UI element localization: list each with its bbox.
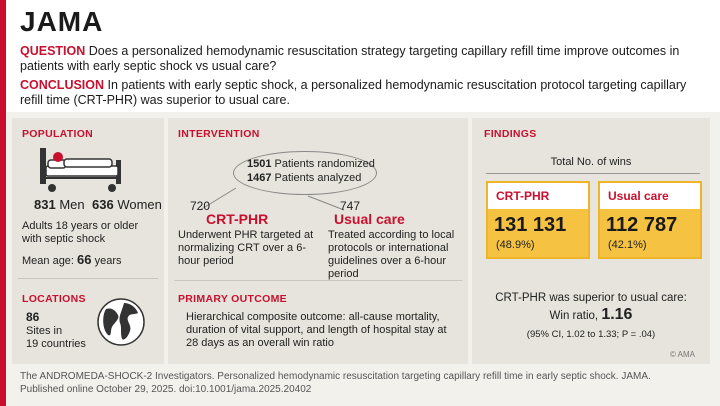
population-divider: [18, 278, 158, 279]
published-text: Published online October 29, 2025. doi:10.1001/jama.2025.20402: [20, 384, 312, 395]
population-desc: Adults 18 years or older with septic shock: [22, 220, 139, 245]
crt-phr-box-label: CRT-PHR: [496, 189, 550, 203]
conclusion-text: In patients with early septic shock, a personalized hemodynamic resuscitation protocol targeting capillary refill time (CRT-PHR) was superior to usual care.: [20, 78, 687, 107]
usual-care-wins-pct: (42.1%): [608, 239, 647, 251]
question-lead: QUESTION: [20, 44, 86, 58]
locations-title: LOCATIONS: [22, 293, 86, 305]
question-block: [20, 44, 700, 74]
crt-phr-wins-box: [486, 181, 590, 259]
arm2-desc: Treated according to local protocols or international guidelines over a 6-hour period: [328, 229, 455, 280]
randomized-label: Patients randomized: [274, 158, 375, 170]
accent-bar: [0, 0, 6, 406]
findings-subtitle: Total No. of wins: [550, 156, 632, 168]
women-number: 636: [92, 197, 114, 212]
sites-count: 86: [26, 310, 40, 324]
age-label: Mean age:: [22, 255, 74, 267]
usual-care-wins-value: 112 787: [606, 214, 678, 236]
mean-age: [22, 253, 121, 268]
age-unit: years: [94, 255, 122, 267]
countries: 19 countries: [26, 338, 86, 350]
citation-footer: [20, 370, 710, 396]
arm2-name: Usual care: [334, 211, 405, 227]
globe-icon: [96, 297, 146, 352]
age-value: 66: [77, 252, 92, 267]
findings-summary: CRT-PHR was superior to usual care:: [495, 292, 687, 304]
intervention-title: INTERVENTION: [178, 128, 260, 140]
conclusion-block: [20, 78, 710, 108]
findings-subtitle-rule: [486, 173, 700, 174]
women-label: Women: [117, 197, 162, 212]
conclusion-lead: CONCLUSION: [20, 78, 105, 92]
jama-logo: JAMA: [20, 6, 104, 37]
randomized-count: 1501: [247, 158, 272, 170]
sites-label: Sites in: [26, 325, 63, 337]
usual-care-box-label: Usual care: [608, 189, 669, 203]
crt-phr-wins-pct: (48.9%): [496, 239, 535, 251]
win-ratio-value: 1.16: [601, 306, 633, 323]
randomized-line: [247, 158, 375, 171]
citation-text: The ANDROMEDA-SHOCK-2 Investigators. Personalized hemodynamic resuscitation targeting capillary refill time in early septic shock. JAMA.: [20, 371, 651, 382]
men-label: Men: [59, 197, 85, 212]
win-ratio-label: Win ratio,: [549, 310, 599, 322]
primary-outcome-title: PRIMARY OUTCOME: [178, 293, 287, 305]
copyright: © AMA: [670, 350, 696, 359]
women-count: [92, 198, 162, 211]
crt-phr-wins-value: 131 131: [494, 214, 567, 236]
arm2-count: 747: [340, 199, 361, 213]
arm1-count: 720: [190, 199, 211, 213]
men-count: [34, 198, 85, 211]
arm1-name: CRT-PHR: [206, 211, 269, 227]
analyzed-count: 1467: [247, 172, 272, 184]
analyzed-label: Patients analyzed: [274, 172, 362, 184]
men-number: 831: [34, 197, 56, 212]
findings-title: FINDINGS: [484, 128, 537, 140]
question-text: Does a personalized hemodynamic resuscitation strategy targeting capillary refill time improve outcomes in patients with early septic shock vs usual care?: [20, 44, 680, 73]
hospital-bed-icon: [36, 146, 128, 199]
primary-outcome-text: Hierarchical composite outcome: all-cause mortality, duration of vital support, and length of hospital stay at 28 days as an overall win ratio: [186, 311, 447, 349]
population-title: POPULATION: [22, 128, 94, 140]
win-ratio-line: [472, 306, 710, 325]
usual-care-wins-box: [598, 181, 702, 259]
arm1-desc: Underwent PHR targeted at normalizing CRT over a 6-hour period: [178, 229, 314, 267]
confidence-interval: (95% CI, 1.02 to 1.33; P = .04): [526, 329, 656, 340]
intervention-divider: [174, 280, 462, 281]
